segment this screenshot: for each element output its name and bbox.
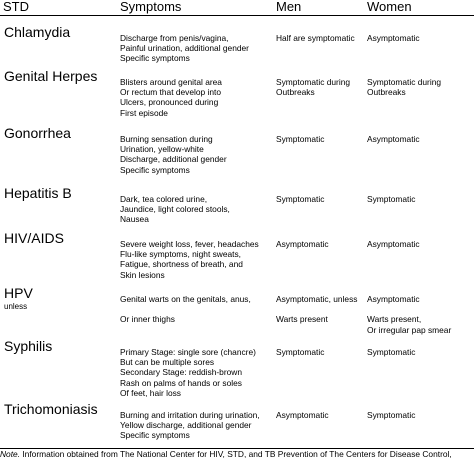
symptom-line: Flu-like symptoms, night sweats, [120,249,242,260]
men-line: Half are symptomatic [276,33,355,43]
men-line: Asymptomatic [276,410,329,420]
table-row [0,283,474,336]
women-line: Outbreaks [367,87,406,98]
table-row [0,336,474,399]
symptom-line: Discharge, additional gender [120,154,227,165]
symptom-line: Of feet, hair loss [120,387,181,398]
men-line: Asymptomatic [276,239,329,249]
symptom-line: First episode [120,107,168,118]
men-line: Asymptomatic, unless [276,294,358,304]
men-line: Outbreaks [276,87,315,98]
symptom-line: Fatigue, shortness of breath, and [120,259,243,270]
table-note [0,449,452,460]
header-std: STD [3,0,29,14]
symptom-line: Burning sensation during [120,134,213,144]
symptom-line: Painful urination, additional gender [120,43,249,54]
std-name: Gonorrhea [4,125,71,141]
symptom-line: Skin lesions [120,269,165,280]
symptom-line: Or inner thighs [120,314,175,325]
symptom-line: Ulcers, pronounced during [120,97,219,108]
women-line: Warts present, [367,314,422,325]
std-name: HPV [4,285,33,301]
symptom-line: Rash on palms of hands or soles [120,377,242,388]
std-name: Chlamydia [4,24,71,40]
std-name: Syphilis [4,338,53,354]
std-name: Hepatitis B [4,185,72,201]
table-row [0,183,474,228]
symptom-line: Specific symptoms [120,53,190,64]
men-line: Symptomatic [276,134,325,144]
table-row [0,22,474,66]
table-header [0,0,474,15]
table-row [0,66,474,123]
women-line: Symptomatic [367,347,416,357]
std-name: Trichomoniasis [4,401,98,417]
table-row [0,228,474,283]
header-rule [0,15,474,16]
header-men: Men [276,0,302,14]
men-line: Symptomatic during [276,77,351,87]
women-line: Asymptomatic [367,33,420,43]
table-row [0,123,474,183]
std-name: Genital Herpes [4,68,98,84]
symptom-line: Yellow discharge, additional gender [120,420,252,431]
women-line: Symptomatic [367,194,416,204]
header-women: Women [367,0,412,14]
note-text: Information obtained from The National Center for HIV, STD, and TB Prevention of The Centers for Disease Control, [20,449,452,459]
std-subnote: unless [4,302,28,311]
men-line: Symptomatic [276,194,325,204]
women-line: Asymptomatic [367,294,420,304]
symptom-line: Urination, yellow-white [120,144,204,155]
symptom-line: Severe weight loss, fever, headaches [120,239,259,249]
symptom-line: Discharge from penis/vagina, [120,33,229,43]
symptom-line: Primary Stage: single sore (chancre) [120,347,256,357]
header-symptoms: Symptoms [120,0,182,14]
women-line: Or irregular pap smear [367,324,452,335]
table-row [0,399,474,448]
women-line: Asymptomatic [367,134,420,144]
note-label: Note. [0,449,21,459]
symptom-line: Blisters around genital area [120,77,222,87]
symptom-line: Jaundice, light colored stools, [120,204,230,215]
men-line: Symptomatic [276,347,325,357]
women-line: Symptomatic during [367,77,442,87]
symptom-line: Specific symptoms [120,430,190,441]
symptom-line: Burning and irritation during urination, [120,410,260,420]
men-line: Warts present [276,314,328,325]
women-line: Asymptomatic [367,239,420,249]
symptom-line: Specific symptoms [120,164,190,175]
std-name: HIV/AIDS [4,230,64,246]
symptom-line: Or rectum that develop into [120,87,222,98]
symptom-line: Genital warts on the genitals, anus, [120,294,251,304]
women-line: Symptomatic [367,410,416,420]
symptom-line: Secondary Stage: reddish-brown [120,367,242,378]
symptom-line: Dark, tea colored urine, [120,194,208,204]
symptom-line: But can be multiple sores [120,357,215,368]
symptom-line: Nausea [120,214,149,225]
